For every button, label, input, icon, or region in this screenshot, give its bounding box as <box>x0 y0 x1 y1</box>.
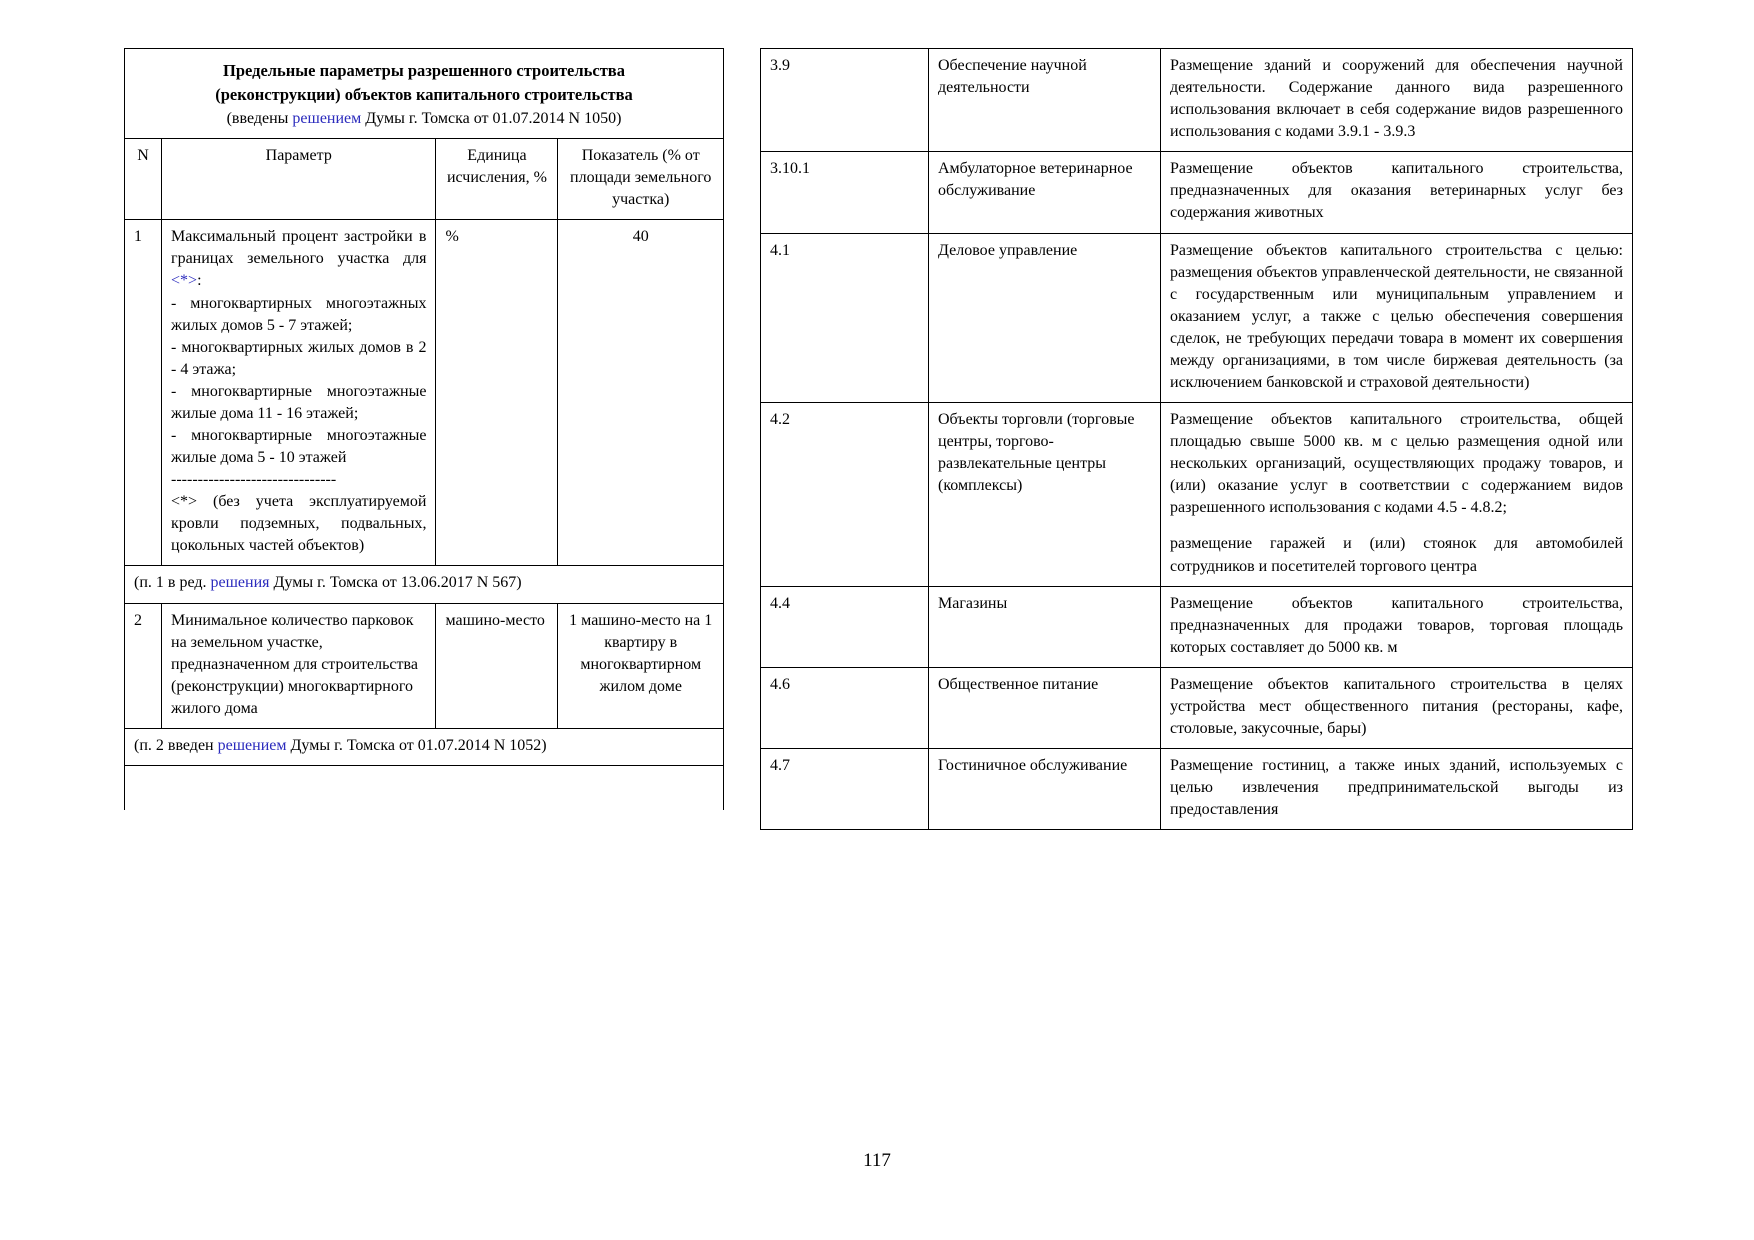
use-code: 4.6 <box>761 667 929 748</box>
note-suffix: Думы г. Томска от 01.07.2014 N 1052) <box>286 736 547 754</box>
table-note-row <box>125 728 724 765</box>
use-name: Общественное питание <box>929 667 1161 748</box>
paragraph-gap <box>1170 519 1623 533</box>
use-name: Деловое управление <box>929 233 1161 403</box>
subtitle-link[interactable]: решением <box>292 109 362 127</box>
param-item: - многоквартирных жилых домов в 2 - 4 этажа; <box>171 338 427 378</box>
permitted-use-table <box>760 48 1633 830</box>
table-row <box>761 403 1633 587</box>
use-description: Размещение гостиниц, а также иных зданий, используемых с целью извлечения предпринимательской выгоды из предоставления <box>1161 749 1633 830</box>
row-indicator: 40 <box>558 220 724 566</box>
note-prefix: (п. 2 введен <box>134 736 218 754</box>
header-n: N <box>125 139 162 220</box>
note-suffix: Думы г. Томска от 13.06.2017 N 567) <box>269 574 522 592</box>
subtitle-suffix: Думы г. Томска от 01.07.2014 N 1050) <box>361 109 622 127</box>
note-prefix: (п. 1 в ред. <box>134 574 211 592</box>
row-parameter: Минимальное количество парковок на земельном участке, предназначенном для строительства (реконструкции) многоквартирного жилого дома <box>162 603 436 728</box>
param-lead-text: Максимальный процент застройки в границах земельного участка для <box>171 228 427 268</box>
param-after-ref: : <box>197 272 202 290</box>
use-code: 3.10.1 <box>761 152 929 233</box>
table-header-row <box>125 139 724 220</box>
note-link[interactable]: решения <box>210 574 270 592</box>
table-row <box>761 233 1633 403</box>
row-number: 2 <box>125 603 162 728</box>
use-description: Размещение объектов капитального строительства, общей площадью свыше 5000 кв. м с целью размещения одной или нескольких организаций, осуществляющих продажу товаров, и (или) оказание услуг в соответствии с содержанием видов разрешенного использования с кодами 4.5 - 4.8.2; <box>1170 411 1623 517</box>
table-row <box>761 152 1633 233</box>
use-description: Размещение объектов капитального строительства, предназначенных для продажи товаров, торговая площадь которых составляет до 5000 кв. м <box>1161 586 1633 667</box>
left-table-tail <box>124 766 724 810</box>
use-description: Размещение объектов капитального строительства с целью: размещения объектов управленческой деятельности, не связанной с государственным или муниципальным управлением и оказанием услуг, а также с целью обеспечения совершения сделок, не требующих передачи товара в момент их совершения между организациями, в том числе биржевая деятельность (за исключением банковской и страховой деятельности) <box>1161 233 1633 403</box>
use-code: 4.2 <box>761 403 929 587</box>
use-description: Размещение объектов капитального строительства, предназначенных для оказания ветеринарных услуг без содержания животных <box>1161 152 1633 233</box>
use-code: 4.7 <box>761 749 929 830</box>
use-description-2: размещение гаражей и (или) стоянок для автомобилей сотрудников и посетителей торгового центра <box>1170 535 1623 575</box>
use-code: 4.4 <box>761 586 929 667</box>
use-description: Размещение зданий и сооружений для обеспечения научной деятельности. Содержание данного вида разрешенного использования включает в себя содержание видов разрешенного использования с кодами 3.9.1 - 3.9.3 <box>1161 49 1633 152</box>
use-name: Амбулаторное ветеринарное обслуживание <box>929 152 1161 233</box>
row-unit: % <box>436 220 558 566</box>
table-row <box>125 603 724 728</box>
footnote-ref[interactable]: <*> <box>171 272 198 290</box>
row-note <box>125 728 724 765</box>
header-unit: Единица исчисления, % <box>436 139 558 220</box>
footnote-text: <*> (без учета эксплуатируемой кровли подземных, подвальных, цокольных частей объектов) <box>171 493 427 555</box>
use-code: 4.1 <box>761 233 929 403</box>
right-column <box>760 48 1632 830</box>
footnote-divider: ------------------------------- <box>171 471 337 489</box>
use-description-group <box>1161 403 1633 587</box>
param-item: - многоквартирные многоэтажные жилые дома 11 - 16 этажей; <box>171 382 427 422</box>
table-note-row <box>125 566 724 603</box>
row-number: 1 <box>125 220 162 566</box>
header-indicator: Показатель (% от площади земельного участка) <box>558 139 724 220</box>
page-number: 117 <box>863 1150 891 1171</box>
table-title-block <box>124 48 724 138</box>
header-param: Параметр <box>162 139 436 220</box>
row-indicator: 1 машино-место на 1 квартиру в многоквартирном жилом доме <box>558 603 724 728</box>
use-description: Размещение объектов капитального строительства в целях устройства мест общественного питания (рестораны, кафе, столовые, закусочные, бары) <box>1161 667 1633 748</box>
row-note <box>125 566 724 603</box>
row-unit: машино-место <box>436 603 558 728</box>
parameters-table <box>124 138 724 766</box>
left-column <box>124 48 724 810</box>
table-row <box>761 49 1633 152</box>
table-row <box>761 586 1633 667</box>
param-item: - многоквартирные многоэтажные жилые дома 5 - 10 этажей <box>171 426 427 467</box>
title-subtitle <box>139 107 709 130</box>
use-code: 3.9 <box>761 49 929 152</box>
row-parameter <box>162 220 436 566</box>
note-link[interactable]: решением <box>217 736 287 754</box>
param-item: - многоквартирных многоэтажных жилых домов 5 - 7 этажей; <box>171 294 427 334</box>
use-name: Магазины <box>929 586 1161 667</box>
title-line-2: (реконструкции) объектов капитального строительства <box>215 84 633 104</box>
use-name: Гостиничное обслуживание <box>929 749 1161 830</box>
use-name: Объекты торговли (торговые центры, торгово-развлекательные центры (комплексы) <box>929 403 1161 587</box>
title-line-1: Предельные параметры разрешенного строительства <box>223 61 625 80</box>
table-row <box>761 667 1633 748</box>
table-row <box>125 220 724 566</box>
use-name: Обеспечение научной деятельности <box>929 49 1161 152</box>
table-row <box>761 749 1633 830</box>
subtitle-prefix: (введены <box>226 109 293 127</box>
